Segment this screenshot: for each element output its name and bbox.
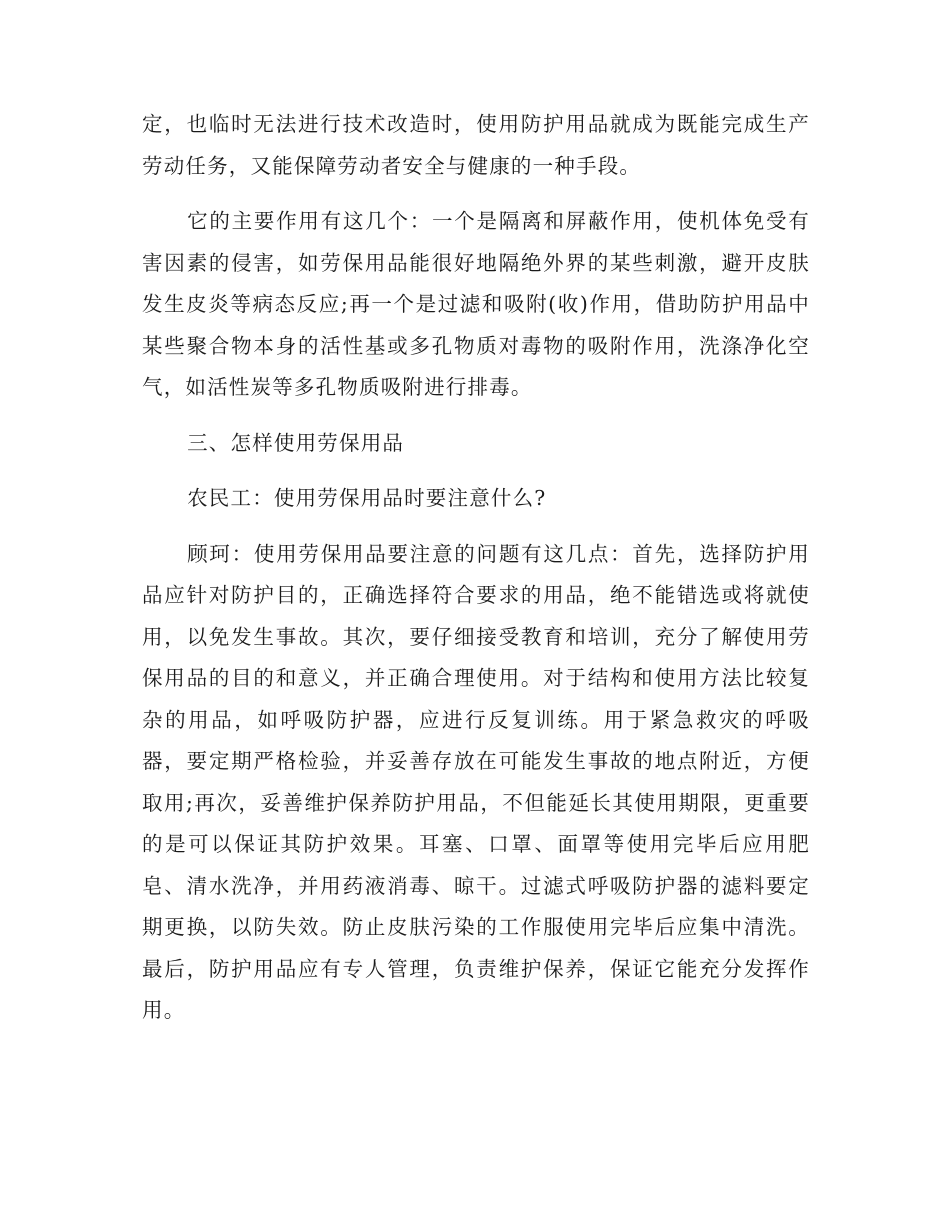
paragraph-question: 农民工：使用劳保用品时要注意什么? bbox=[187, 486, 547, 510]
section-heading-how-to-use: 三、怎样使用劳保用品 bbox=[187, 430, 405, 455]
paragraph-continuation: 定，也临时无法进行技术改造时，使用防护用品就成为既能完成生产劳动任务，又能保障劳动者安全与健康的一种手段。 bbox=[142, 112, 810, 178]
document-body bbox=[142, 104, 810, 1046]
paragraph-main-functions: 它的主要作用有这几个：一个是隔离和屏蔽作用，使机体免受有害因素的侵害，如劳保用品能很好地隔绝外界的某些刺激，避开皮肤发生皮炎等病态反应;再一个是过滤和吸附(收)作用，借助防护用品中某些聚合物本身的活性基或多孔物质对毒物的吸附作用，洗涤净化空气，如活性炭等多孔物质吸附进行排毒。 bbox=[142, 209, 810, 399]
paragraph-answer: 顾珂：使用劳保用品要注意的问题有这几点：首先，选择防护用品应针对防护目的，正确选择符合要求的用品，绝不能错选或将就使用，以免发生事故。其次，要仔细接受教育和培训，充分了解使用劳保用品的目的和意义，并正确合理使用。对于结构和使用方法比较复杂的用品，如呼吸防护器，应进行反复训练。用于紧急救灾的呼吸器，要定期严格检验，并妥善存放在可能发生事故的地点附近，方便取用;再次，妥善维护保养防护用品，不但能延长其使用期限，更重要的是可以保证其防护效果。耳塞、口罩、面罩等使用完毕后应用肥皂、清水洗净，并用药液消毒、晾干。过滤式呼吸防护器的滤料要定期更换，以防失效。防止皮肤污染的工作服使用完毕后应集中清洗。最后，防护用品应有专人管理，负责维护保养，保证它能充分发挥作用。 bbox=[142, 541, 810, 1022]
